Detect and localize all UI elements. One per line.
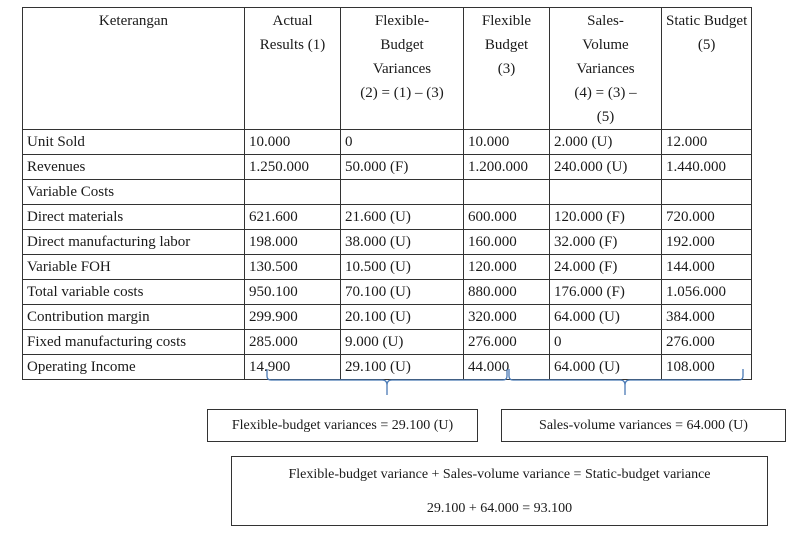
cell-sales-variance: 64.000 (U) <box>550 305 662 330</box>
header-line: Volume <box>582 37 629 53</box>
sales-volume-brace <box>509 369 743 385</box>
header-line: Flexible <box>481 13 532 29</box>
cell-actual: 950.100 <box>245 280 341 305</box>
cell-flex-budget: 320.000 <box>464 305 550 330</box>
cell-flex-variance: 9.000 (U) <box>341 330 464 355</box>
cell-actual: 10.000 <box>245 130 341 155</box>
header-line: Results (1) <box>259 37 326 53</box>
cell-flex-variance: 50.000 (F) <box>341 155 464 180</box>
cell-flex-variance: 38.000 (U) <box>341 230 464 255</box>
row-label: Direct manufacturing labor <box>23 230 245 255</box>
header-line: Sales- <box>587 13 624 29</box>
header-line: (3) <box>497 61 516 77</box>
cell-flex-budget: 44.000 <box>464 355 550 380</box>
cell-actual: 1.250.000 <box>245 155 341 180</box>
header-line: Variances <box>576 61 635 77</box>
cell-flex-variance: 20.100 (U) <box>341 305 464 330</box>
static-budget-equation-box <box>231 456 768 526</box>
cell-static-budget: 276.000 <box>662 330 752 355</box>
header-line: Actual <box>272 13 313 29</box>
cell-actual: 299.900 <box>245 305 341 330</box>
cell-static-budget: 1.056.000 <box>662 280 752 305</box>
cell-sales-variance: 240.000 (U) <box>550 155 662 180</box>
row-label: Variable FOH <box>23 255 245 280</box>
cell-sales-variance: 64.000 (U) <box>550 355 662 380</box>
flexible-variance-text: Flexible-budget variances = 29.100 (U) <box>231 418 454 433</box>
cell-flex-budget: 160.000 <box>464 230 550 255</box>
cell-sales-variance: 120.000 (F) <box>550 205 662 230</box>
header-line: Keterangan <box>98 13 169 29</box>
calculation-text: 29.100 + 64.000 = 93.100 <box>426 501 573 516</box>
cell-actual: 285.000 <box>245 330 341 355</box>
row-label: Variable Costs <box>23 180 245 205</box>
row-label: Fixed manufacturing costs <box>23 330 245 355</box>
cell-flex-budget: 880.000 <box>464 280 550 305</box>
cell-actual: 198.000 <box>245 230 341 255</box>
cell-flex-budget: 276.000 <box>464 330 550 355</box>
cell-flex-budget: 600.000 <box>464 205 550 230</box>
row-label: Operating Income <box>23 355 245 380</box>
header-line: Budget <box>380 37 424 53</box>
cell-static-budget: 1.440.000 <box>662 155 752 180</box>
cell-flex-budget: 10.000 <box>464 130 550 155</box>
cell-flex-variance: 10.500 (U) <box>341 255 464 280</box>
header-line: Budget <box>484 37 529 53</box>
sales-volume-summary <box>501 409 786 442</box>
header-line: (4) = (3) – <box>574 85 637 101</box>
cell-flex-variance: 21.600 (U) <box>341 205 464 230</box>
cell-static-budget: 108.000 <box>662 355 752 380</box>
row-label: Revenues <box>23 155 245 180</box>
sales-volume-text: Sales-volume variances = 64.000 (U) <box>539 418 748 433</box>
cell-sales-variance: 0 <box>550 330 662 355</box>
cell-sales-variance: 32.000 (F) <box>550 230 662 255</box>
row-label: Contribution margin <box>23 305 245 330</box>
cell-actual: 130.500 <box>245 255 341 280</box>
cell-flex-variance: 0 <box>341 130 464 155</box>
cell-sales-variance: 2.000 (U) <box>550 130 662 155</box>
header-line: (2) = (1) – (3) <box>360 85 444 101</box>
cell-static-budget: 192.000 <box>662 230 752 255</box>
flexible-variance-brace <box>267 369 507 385</box>
cell-static-budget: 720.000 <box>662 205 752 230</box>
header-line: Variances <box>372 61 432 77</box>
header-line: Flexible- <box>374 13 430 29</box>
cell-flex-budget: 1.200.000 <box>464 155 550 180</box>
header-line: (5) <box>697 37 716 53</box>
cell-actual: 14.900 <box>245 355 341 380</box>
cell-flex-variance: 29.100 (U) <box>341 355 464 380</box>
equation-text: Flexible-budget variance + Sales-volume variance = Static-budget variance <box>288 467 711 482</box>
cell-sales-variance: 176.000 (F) <box>550 280 662 305</box>
cell-sales-variance: 24.000 (F) <box>550 255 662 280</box>
cell-static-budget: 384.000 <box>662 305 752 330</box>
cell-flex-variance: 70.100 (U) <box>341 280 464 305</box>
row-label: Direct materials <box>23 205 245 230</box>
cell-static-budget: 144.000 <box>662 255 752 280</box>
flexible-variance-summary <box>207 409 478 442</box>
row-label: Unit Sold <box>23 130 245 155</box>
header-line: (5) <box>596 109 615 125</box>
header-line: Static Budget <box>666 13 748 29</box>
row-label: Total variable costs <box>23 280 245 305</box>
cell-actual: 621.600 <box>245 205 341 230</box>
cell-flex-budget: 120.000 <box>464 255 550 280</box>
cell-static-budget: 12.000 <box>662 130 752 155</box>
